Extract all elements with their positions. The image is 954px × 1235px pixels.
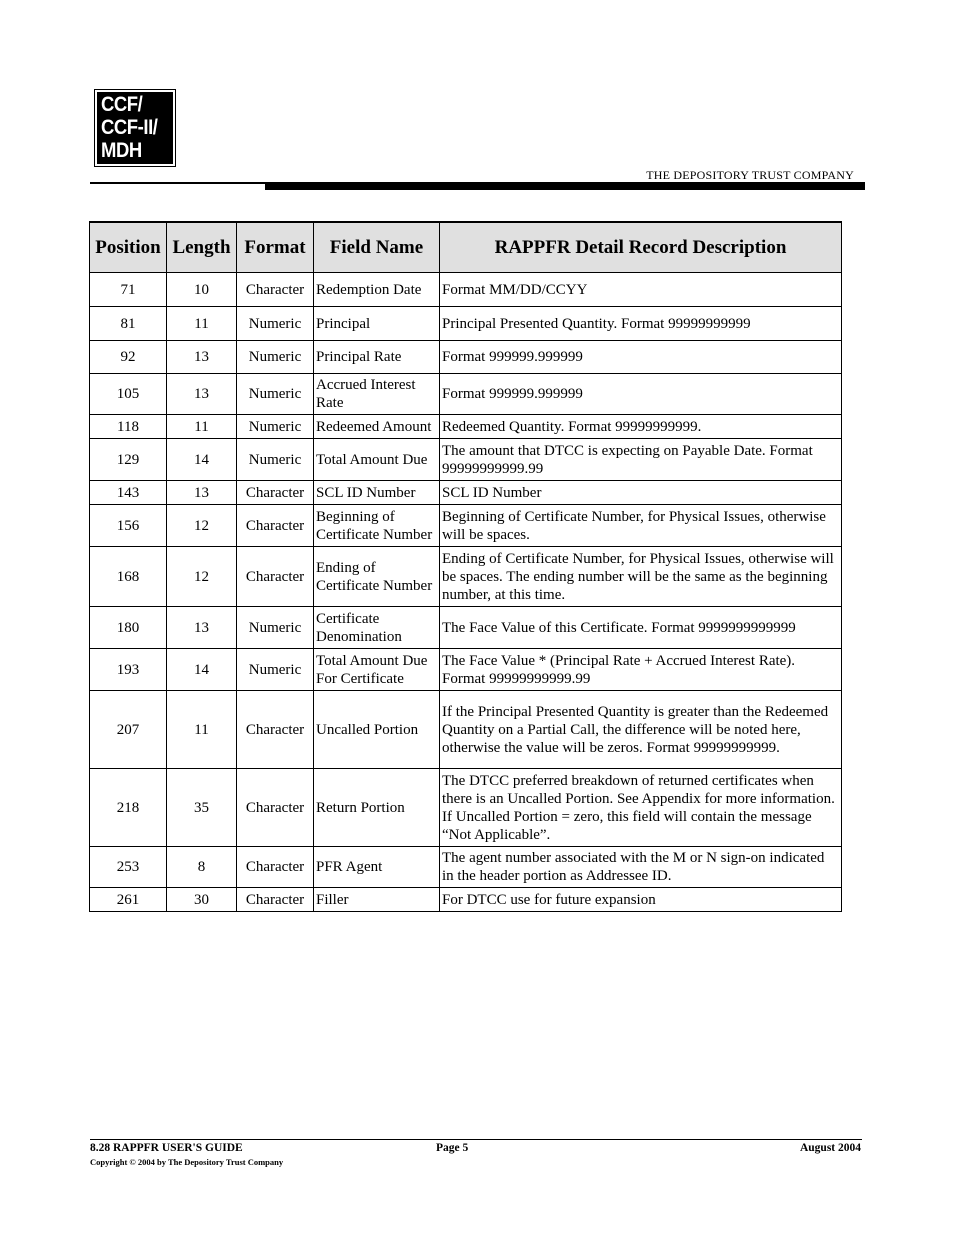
header-rule-thin: [90, 182, 266, 184]
cell-format: Character: [237, 273, 314, 307]
cell-position: 143: [90, 481, 167, 505]
cell-format: Character: [237, 505, 314, 547]
cell-position: 118: [90, 415, 167, 439]
cell-description: The agent number associated with the M or N sign-on indicated in the header portion as Addressee ID.: [440, 847, 842, 888]
table-row: [90, 888, 842, 912]
cell-format: Character: [237, 481, 314, 505]
table-row: [90, 415, 842, 439]
header-field-name: Field Name: [314, 222, 440, 273]
cell-field-name: Return Portion: [314, 769, 440, 847]
footer-page-number: Page 5: [436, 1142, 469, 1154]
table-row: [90, 341, 842, 374]
cell-format: Numeric: [237, 649, 314, 691]
cell-field-name: Total Amount Due: [314, 439, 440, 481]
cell-length: 8: [167, 847, 237, 888]
cell-format: Numeric: [237, 374, 314, 415]
cell-description: The amount that DTCC is expecting on Payable Date. Format 99999999999.99: [440, 439, 842, 481]
cell-format: Character: [237, 547, 314, 607]
table-row: [90, 307, 842, 341]
cell-position: 261: [90, 888, 167, 912]
cell-description: Format 999999.999999: [440, 341, 842, 374]
cell-description: SCL ID Number: [440, 481, 842, 505]
cell-field-name: Ending of Certificate Number: [314, 547, 440, 607]
cell-description: Ending of Certificate Number, for Physical Issues, otherwise will be spaces. The ending number will be the same as the beginning number, at this time.: [440, 547, 842, 607]
cell-field-name: Certificate Denomination: [314, 607, 440, 649]
logo-mark: [97, 92, 173, 164]
table-row: [90, 439, 842, 481]
cell-field-name: Redeemed Amount: [314, 415, 440, 439]
cell-field-name: Redemption Date: [314, 273, 440, 307]
cell-format: Numeric: [237, 415, 314, 439]
ccf-logo: [94, 89, 176, 167]
cell-length: 35: [167, 769, 237, 847]
company-name: THE DEPOSITORY TRUST COMPANY: [646, 168, 854, 182]
cell-position: 218: [90, 769, 167, 847]
header-description: RAPPFR Detail Record Description: [440, 222, 842, 273]
table-row: [90, 691, 842, 769]
header-format: Format: [237, 222, 314, 273]
cell-length: 13: [167, 607, 237, 649]
cell-position: 71: [90, 273, 167, 307]
cell-length: 30: [167, 888, 237, 912]
cell-field-name: PFR Agent: [314, 847, 440, 888]
table-row: [90, 649, 842, 691]
cell-position: 168: [90, 547, 167, 607]
cell-format: Character: [237, 769, 314, 847]
cell-length: 13: [167, 341, 237, 374]
table-row: [90, 769, 842, 847]
cell-length: 11: [167, 415, 237, 439]
footer-guide-title: 8.28 RAPPFR USER'S GUIDE: [90, 1142, 243, 1154]
table-row: [90, 273, 842, 307]
cell-format: Numeric: [237, 607, 314, 649]
cell-field-name: Total Amount Due For Certificate: [314, 649, 440, 691]
cell-field-name: Accrued Interest Rate: [314, 374, 440, 415]
table-row: [90, 374, 842, 415]
cell-format: Numeric: [237, 307, 314, 341]
header-length: Length: [167, 222, 237, 273]
cell-description: For DTCC use for future expansion: [440, 888, 842, 912]
cell-field-name: Principal Rate: [314, 341, 440, 374]
cell-description: Redeemed Quantity. Format 99999999999.: [440, 415, 842, 439]
logo-line-1: CCF/: [101, 93, 143, 116]
cell-position: 92: [90, 341, 167, 374]
cell-position: 207: [90, 691, 167, 769]
footer-copyright: Copyright © 2004 by The Depository Trust Company: [90, 1157, 284, 1167]
cell-length: 13: [167, 481, 237, 505]
cell-description: The DTCC preferred breakdown of returned certificates when there is an Uncalled Portion. See Appendix for more information. If Uncalled Portion = zero, this field will contain the message “Not Applicable”.: [440, 769, 842, 847]
cell-position: 253: [90, 847, 167, 888]
cell-description: If the Principal Presented Quantity is greater than the Redeemed Quantity on a Partial Call, the difference will be noted here, otherwise the value will be zeros. Format 99999999999.: [440, 691, 842, 769]
table-row: [90, 607, 842, 649]
cell-field-name: Beginning of Certificate Number: [314, 505, 440, 547]
logo-line-3: MDH: [101, 139, 142, 162]
cell-field-name: Uncalled Portion: [314, 691, 440, 769]
cell-length: 13: [167, 374, 237, 415]
cell-field-name: Principal: [314, 307, 440, 341]
cell-description: Format MM/DD/CCYY: [440, 273, 842, 307]
cell-length: 14: [167, 439, 237, 481]
cell-position: 180: [90, 607, 167, 649]
cell-description: The Face Value * (Principal Rate + Accrued Interest Rate). Format 99999999999.99: [440, 649, 842, 691]
header-rule-thick: [265, 182, 865, 190]
cell-field-name: SCL ID Number: [314, 481, 440, 505]
cell-description: Format 999999.999999: [440, 374, 842, 415]
cell-position: 129: [90, 439, 167, 481]
cell-length: 10: [167, 273, 237, 307]
table-header-row: [90, 222, 842, 273]
cell-description: Principal Presented Quantity. Format 99999999999: [440, 307, 842, 341]
cell-length: 12: [167, 547, 237, 607]
table-row: [90, 847, 842, 888]
cell-position: 105: [90, 374, 167, 415]
cell-length: 12: [167, 505, 237, 547]
cell-description: Beginning of Certificate Number, for Physical Issues, otherwise will be spaces.: [440, 505, 842, 547]
footer-date: August 2004: [799, 1142, 861, 1154]
record-layout-table: [89, 221, 842, 912]
cell-position: 81: [90, 307, 167, 341]
table-row: [90, 547, 842, 607]
cell-format: Character: [237, 691, 314, 769]
cell-format: Numeric: [237, 341, 314, 374]
cell-position: 193: [90, 649, 167, 691]
header-position: Position: [90, 222, 167, 273]
cell-description: The Face Value of this Certificate. Format 9999999999999: [440, 607, 842, 649]
cell-format: Character: [237, 847, 314, 888]
logo-line-2: CCF-II/: [101, 116, 158, 139]
footer-rule: [90, 1139, 862, 1140]
cell-format: Numeric: [237, 439, 314, 481]
cell-position: 156: [90, 505, 167, 547]
cell-length: 11: [167, 691, 237, 769]
cell-length: 11: [167, 307, 237, 341]
cell-field-name: Filler: [314, 888, 440, 912]
table-row: [90, 505, 842, 547]
cell-format: Character: [237, 888, 314, 912]
cell-length: 14: [167, 649, 237, 691]
table-row: [90, 481, 842, 505]
